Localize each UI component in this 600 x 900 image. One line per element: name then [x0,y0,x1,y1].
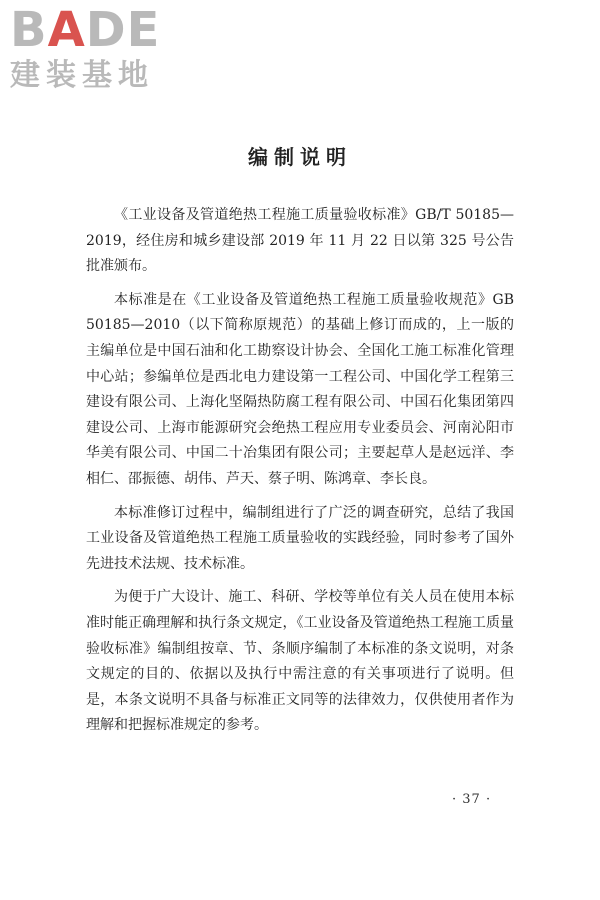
logo-subtitle: 建装基地 [10,58,154,93]
page-number: · 37 · [452,792,492,807]
paragraph-1: 《工业设备及管道绝热工程施工质量验收标准》GB/T 50185—2019，经住房和城乡建设部 2019 年 11 月 22 日以第 325 号公告批准颁布。 [86,207,514,275]
paragraph-2: 本标准是在《工业设备及管道绝热工程施工质量验收规范》GB 50185—2010（以下简称原规范）的基础上修订而成的，上一版的主编单位是中国石油和化工勘察设计协会、全国化工施工标准化管理中心站；参编单位是西北电力建设第一工程公司、中国化学工程第三建设有限公司、上海化坚隔热防腐工程有限公司、中国石化集团第四建设公司、上海市能源研究会绝热工程应用专业委员会、河南沁阳市华美有限公司、中国二十冶集团有限公司；主要起草人是赵远洋、李相仁、邵振德、胡伟、芦天、蔡子明、陈鸿章、李长良。 [86,291,514,487]
logo-letters-de: DE [85,2,161,58]
paragraph-3: 本标准修订过程中，编制组进行了广泛的调查研究，总结了我国工业设备及管道绝热工程施工质量验收的实践经验，同时参考了国外先进技术法规、技术标准。 [86,504,514,572]
logo-letter-b: B [10,2,48,58]
logo-letter-a-accent: A [47,2,86,58]
body-text [86,203,514,747]
paragraph-4: 为便于广大设计、施工、科研、学校等单位有关人员在使用本标准时能正确理解和执行条文规定，《工业设备及管道绝热工程施工质量验收标准》编制组按章、节、条顺序编制了本标准的条文说明，对条文规定的目的、依据以及执行中需注意的有关事项进行了说明。但是，本条文说明不具备与标准正文同等的法律效力，仅供使用者作为理解和把握标准规定的参考。 [86,589,514,734]
brand-logo [10,4,180,96]
page-title: 编制说明 [248,145,352,169]
logo-wordmark [10,4,180,56]
